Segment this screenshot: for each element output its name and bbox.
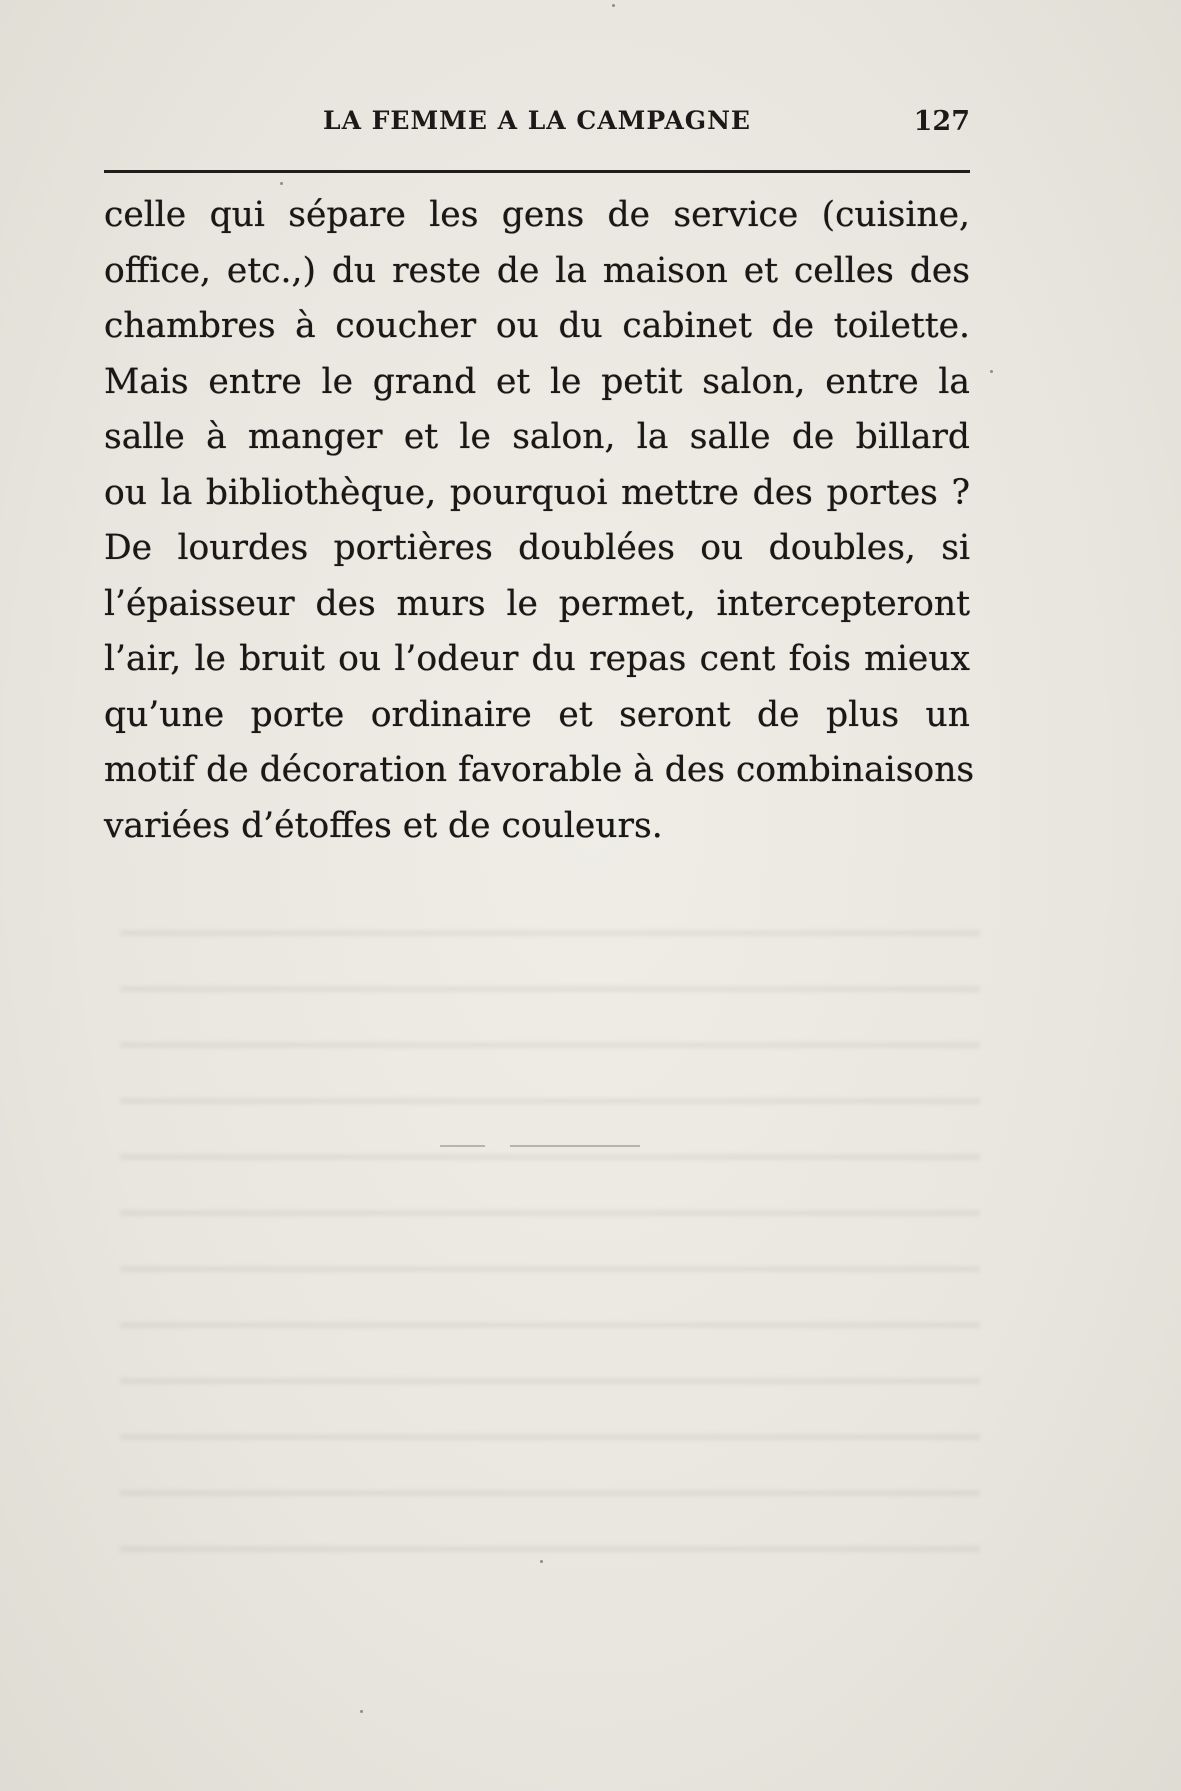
section-separator <box>440 1145 640 1147</box>
text-line: chambres à coucher ou du cabinet de toilette. <box>104 306 970 346</box>
text-line: office, etc.,) du reste de la maison et celles des <box>104 250 970 291</box>
body-paragraph <box>104 188 975 854</box>
text-line: ou la bibliothèque, pourquoi mettre des portes ? <box>104 472 970 513</box>
text-line: celle qui sépare les gens de service (cuisine, <box>104 195 970 235</box>
running-title: LA FEMME A LA CAMPAGNE <box>323 106 751 135</box>
paper-speck <box>280 182 283 185</box>
paper-speck <box>360 1710 363 1713</box>
page-number: 127 <box>913 106 970 137</box>
text-line: salle à manger et le salon, la salle de billard <box>104 417 970 457</box>
bleed-through-texture <box>120 900 980 1560</box>
text-line: variées d’étoffes et de couleurs. <box>104 805 663 846</box>
text-line: l’épaisseur des murs le permet, intercepteront <box>104 583 970 624</box>
text-line: De lourdes portières doublées ou doubles, si <box>104 528 970 568</box>
running-head <box>104 106 970 146</box>
text-line: Mais entre le grand et le petit salon, entre la <box>104 361 970 402</box>
header-rule <box>104 170 970 173</box>
text-line: motif de décoration favorable à des combinaisons <box>104 750 975 790</box>
paper-speck <box>990 370 993 373</box>
text-line: l’air, le bruit ou l’odeur du repas cent fois mieux <box>104 639 970 679</box>
paper-speck <box>540 1560 543 1563</box>
text-line: qu’une porte ordinaire et seront de plus un <box>104 694 970 735</box>
paper-speck <box>612 4 615 7</box>
